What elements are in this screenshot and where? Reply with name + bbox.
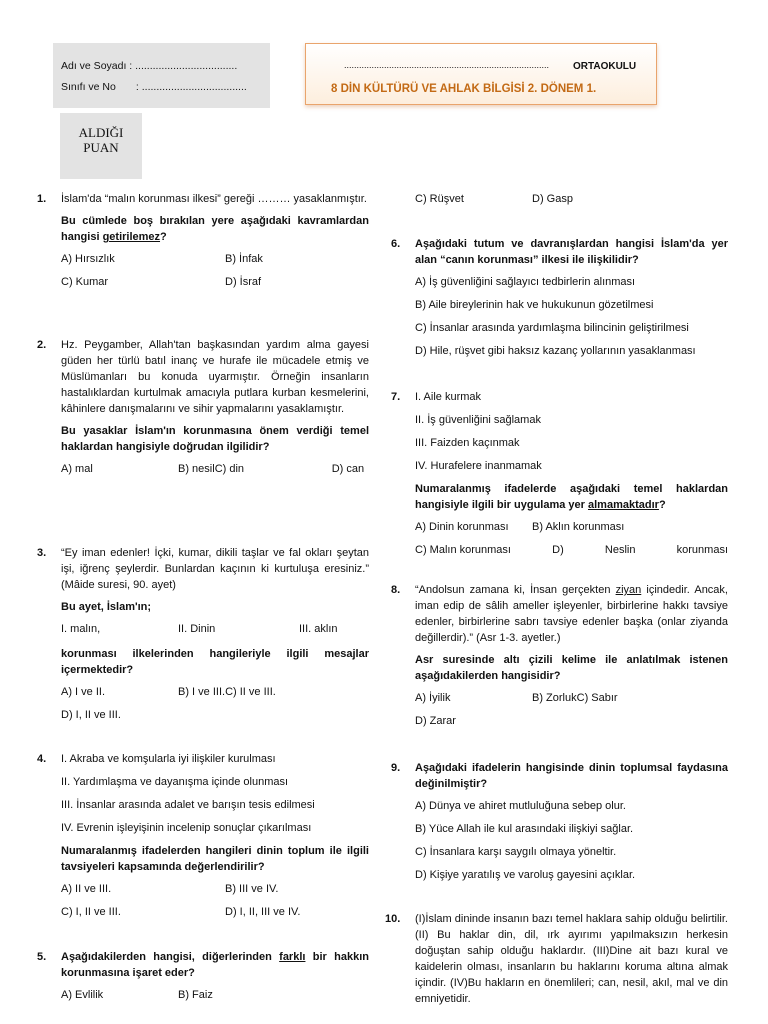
question-5 — [37, 949, 369, 1010]
options-cd — [415, 191, 728, 214]
question-prompt: Aşağıdakilerden hangisi, diğerlerinden farklı bir hakkın korunmasına işaret eder? — [61, 951, 369, 979]
question-stem: “Andolsun zamana ki, İnsan gerçekten ziyan içindedir. Ancak, iman edip de sâlih ameller işleyenler, birbirlerine hakkı tavsiye edenler, birbirlerine sabrı tavsiye edenler başka (onlar ziyanda değillerdir).” (Asr 1-3. ayetler.) — [415, 584, 728, 644]
exam-title-box — [305, 43, 657, 105]
option-a[interactable]: A) Evlilik — [61, 989, 104, 1001]
school-name-field[interactable]: .................................................................................. — [344, 60, 550, 70]
question-number: 3. — [37, 547, 47, 559]
score-label-2: PUAN — [83, 140, 119, 155]
options-cd — [415, 542, 728, 558]
option-c[interactable]: C) II ve III. — [225, 686, 276, 698]
statement-3: III. Faizden kaçınmak — [415, 437, 520, 449]
option-a[interactable]: A) I ve II. — [61, 686, 106, 698]
question-1 — [37, 191, 369, 297]
question-3 — [37, 545, 369, 730]
question-number: 8. — [391, 584, 401, 596]
option-a[interactable]: A) İş güvenliğini sağlayıcı tedbirlerin alınması — [415, 276, 636, 288]
statement-4: IV. Evrenin işleyişinin incelenip sonuçlar çıkarılması — [61, 822, 312, 834]
option-c[interactable]: C) İnsanlara karşı saygılı olmaya yöneltir. — [415, 846, 617, 858]
option-a[interactable]: A) İyilik — [415, 692, 451, 704]
exam-title: 8 DİN KÜLTÜRÜ VE AHLAK BİLGİSİ 2. DÖNEM 1. — [331, 83, 597, 95]
question-prompt: Asr suresinde altı çizili kelime ile anlatılmak istenen aşağıdakilerden hangisidir? — [415, 654, 728, 682]
option-d[interactable]: D) Gasp — [532, 193, 573, 205]
question-number: 6. — [391, 238, 401, 250]
option-b[interactable]: B) I ve III. — [178, 686, 226, 698]
options — [61, 881, 369, 927]
class-separator: : — [135, 81, 139, 93]
question-number: 5. — [37, 951, 47, 963]
question-number: 4. — [37, 753, 47, 765]
option-d[interactable]: D) Hile, rüşvet gibi haksız kazanç yollarının yasaklanması — [415, 345, 696, 357]
question-number: 2. — [37, 339, 47, 351]
option-d-letter[interactable]: D) — [552, 544, 564, 556]
question-5-continued — [415, 191, 728, 214]
option-c[interactable]: C) Sabır — [576, 692, 618, 704]
option-b[interactable]: B) nesil — [178, 463, 215, 475]
statement-4: IV. Hurafelere inanmamak — [415, 460, 542, 472]
option-b[interactable]: B) Aile bireylerinin hak ve hukukunun gözetilmesi — [415, 299, 654, 311]
class-field[interactable]: .................................... — [141, 81, 247, 93]
statement-1: I. malın, — [61, 623, 101, 635]
statement-1: I. Akraba ve komşularla iyi ilişkiler kurulması — [61, 753, 276, 765]
question-prompt: korunması ilkelerinden hangileriyle ilgili mesajlar içermektedir? — [61, 648, 369, 676]
option-c[interactable]: C) Kumar — [61, 276, 109, 288]
question-number: 9. — [391, 762, 401, 774]
options — [61, 684, 369, 730]
option-c[interactable]: C) Rüşvet — [415, 193, 464, 205]
question-prompt: Aşağıdaki ifadelerin hangisinde dinin toplumsal faydasına değinilmiştir? — [415, 762, 728, 790]
option-d[interactable]: D) I, II, III ve IV. — [225, 906, 301, 918]
option-c[interactable]: C) Malın korunması — [415, 544, 511, 556]
options — [415, 519, 728, 542]
question-number: 7. — [391, 391, 401, 403]
class-row — [61, 81, 247, 93]
statement-1: I. Aile kurmak — [415, 391, 482, 403]
option-a[interactable]: A) Hırsızlık — [61, 253, 115, 265]
option-b[interactable]: B) Faiz — [178, 989, 213, 1001]
question-stem: “Ey iman edenler! İçki, kumar, dikili taşlar ve fal okları şeytan işi, iğrenç şeylerdir. Bunlardan kaçının ki kurtuluşa eresiniz.” (Mâide suresi, 90. ayet) — [61, 547, 369, 591]
option-b[interactable]: B) İnfak — [225, 253, 263, 265]
option-d-word-2[interactable]: korunması — [676, 544, 728, 556]
question-prompt: Numaralanmış ifadelerde aşağıdaki temel haklardan hangisiyle ilgili bir uygulama yer almamaktadır? — [415, 483, 728, 511]
question-lead: Bu ayet, İslam'ın; — [61, 601, 152, 613]
option-d[interactable]: D) I, II ve III. — [61, 709, 121, 721]
option-a[interactable]: A) Dinin korunması — [415, 521, 509, 533]
score-box — [60, 113, 142, 179]
option-c[interactable]: C) I, II ve III. — [61, 906, 121, 918]
option-d[interactable]: D) Kişiye yaratılış ve varoluş gayesini açıklar. — [415, 869, 636, 881]
option-d[interactable]: D) can — [331, 463, 365, 475]
question-number: 10. — [385, 913, 401, 925]
statement-2: II. İş güvenliğini sağlamak — [415, 414, 541, 426]
statement-3: III. aklın — [299, 623, 338, 635]
option-d-word-1[interactable]: Neslin — [604, 544, 636, 556]
option-b[interactable]: B) Yüce Allah ile kul arasındaki ilişkiyi sağlar. — [415, 823, 634, 835]
name-field[interactable]: ................................... — [135, 60, 238, 72]
options — [415, 690, 728, 736]
option-a[interactable]: A) II ve III. — [61, 883, 112, 895]
school-label: ORTAOKULU — [573, 61, 637, 72]
student-info-box — [53, 43, 270, 108]
option-d[interactable]: D) Zarar — [415, 715, 456, 727]
question-2 — [37, 337, 369, 484]
statement-2: II. Dinin — [178, 623, 216, 635]
question-prompt: Numaralanmış ifadelerden hangileri dinin toplum ile ilgili tavsiyeleri kapsamında değerlendirilir? — [61, 845, 369, 873]
options — [61, 461, 369, 484]
statement-3: III. İnsanlar arasında adalet ve barışın tesis edilmesi — [61, 799, 315, 811]
question-6 — [391, 236, 728, 366]
question-stem: İslam'da “malın korunması ilkesi” gereği ……… yasaklanmıştır. — [61, 193, 367, 205]
statements — [61, 621, 369, 644]
option-b[interactable]: B) III ve IV. — [225, 883, 279, 895]
question-prompt: Bu yasaklar İslam'ın korunmasına önem verdiği temel haklardan hangisiyle doğrudan ilgilidir? — [61, 425, 369, 453]
score-label-1: ALDIĞI — [78, 125, 124, 140]
option-b[interactable]: B) Aklın korunması — [532, 521, 625, 533]
class-label: Sınıfı ve No — [61, 81, 116, 93]
question-8 — [391, 582, 728, 736]
options-ab — [61, 987, 369, 1010]
option-a[interactable]: A) mal — [61, 463, 93, 475]
option-c[interactable]: C) din — [214, 463, 245, 475]
option-d[interactable]: D) İsraf — [225, 276, 262, 288]
question-stem: Hz. Peygamber, Allah'tan başkasından yardım alma gayesi güden her türlü batıl inanç ve hurafe ile mücadele etmiş ve Müslümanları bu konuda uyarmıştır. Örneğin insanların hastalıklardan kurtulmak amacıyla putlara kurban kesmelerini, kâhinlere danışmalarını ve sihir yapmalarını yasaklamıştır. — [61, 339, 369, 415]
name-row — [61, 60, 237, 72]
question-10 — [385, 911, 728, 1013]
option-b[interactable]: B) Zorluk — [532, 692, 577, 704]
question-number: 1. — [37, 193, 47, 205]
question-prompt: Bu cümlede boş bırakılan yere aşağıdaki kavramlardan hangisi getirilemez? — [61, 215, 369, 243]
question-stem: (I)İslam dininde insanın bazı temel haklara sahip olduğu belirtilir. (II) Bu haklar din, dil, ırk ayırımı yapılmaksızın herkesin doğuştan sahip olduğu haklardır. (III)Dine ait bazı kural ve kaidelerin olması, insanların bu haklarını koruma altına almak içindir. (IV)Bu hakların en önemlileri; can, nesil, akıl, mal ve din emniyetidir. — [415, 913, 728, 1005]
question-4 — [37, 751, 369, 927]
option-a[interactable]: A) Dünya ve ahiret mutluluğuna sebep olur. — [415, 800, 626, 812]
options — [61, 251, 369, 297]
statement-2: II. Yardımlaşma ve dayanışma içinde olunması — [61, 776, 289, 788]
name-label: Adı ve Soyadı : — [61, 60, 133, 72]
question-9 — [391, 760, 728, 890]
option-c[interactable]: C) İnsanlar arasında yardımlaşma bilincinin geliştirilmesi — [415, 322, 689, 334]
question-7 — [391, 389, 728, 564]
question-prompt: Aşağıdaki tutum ve davranışlardan hangisi İslam'da yer alan “canın korunması” ilkesi ile ilişkilidir? — [415, 238, 728, 266]
